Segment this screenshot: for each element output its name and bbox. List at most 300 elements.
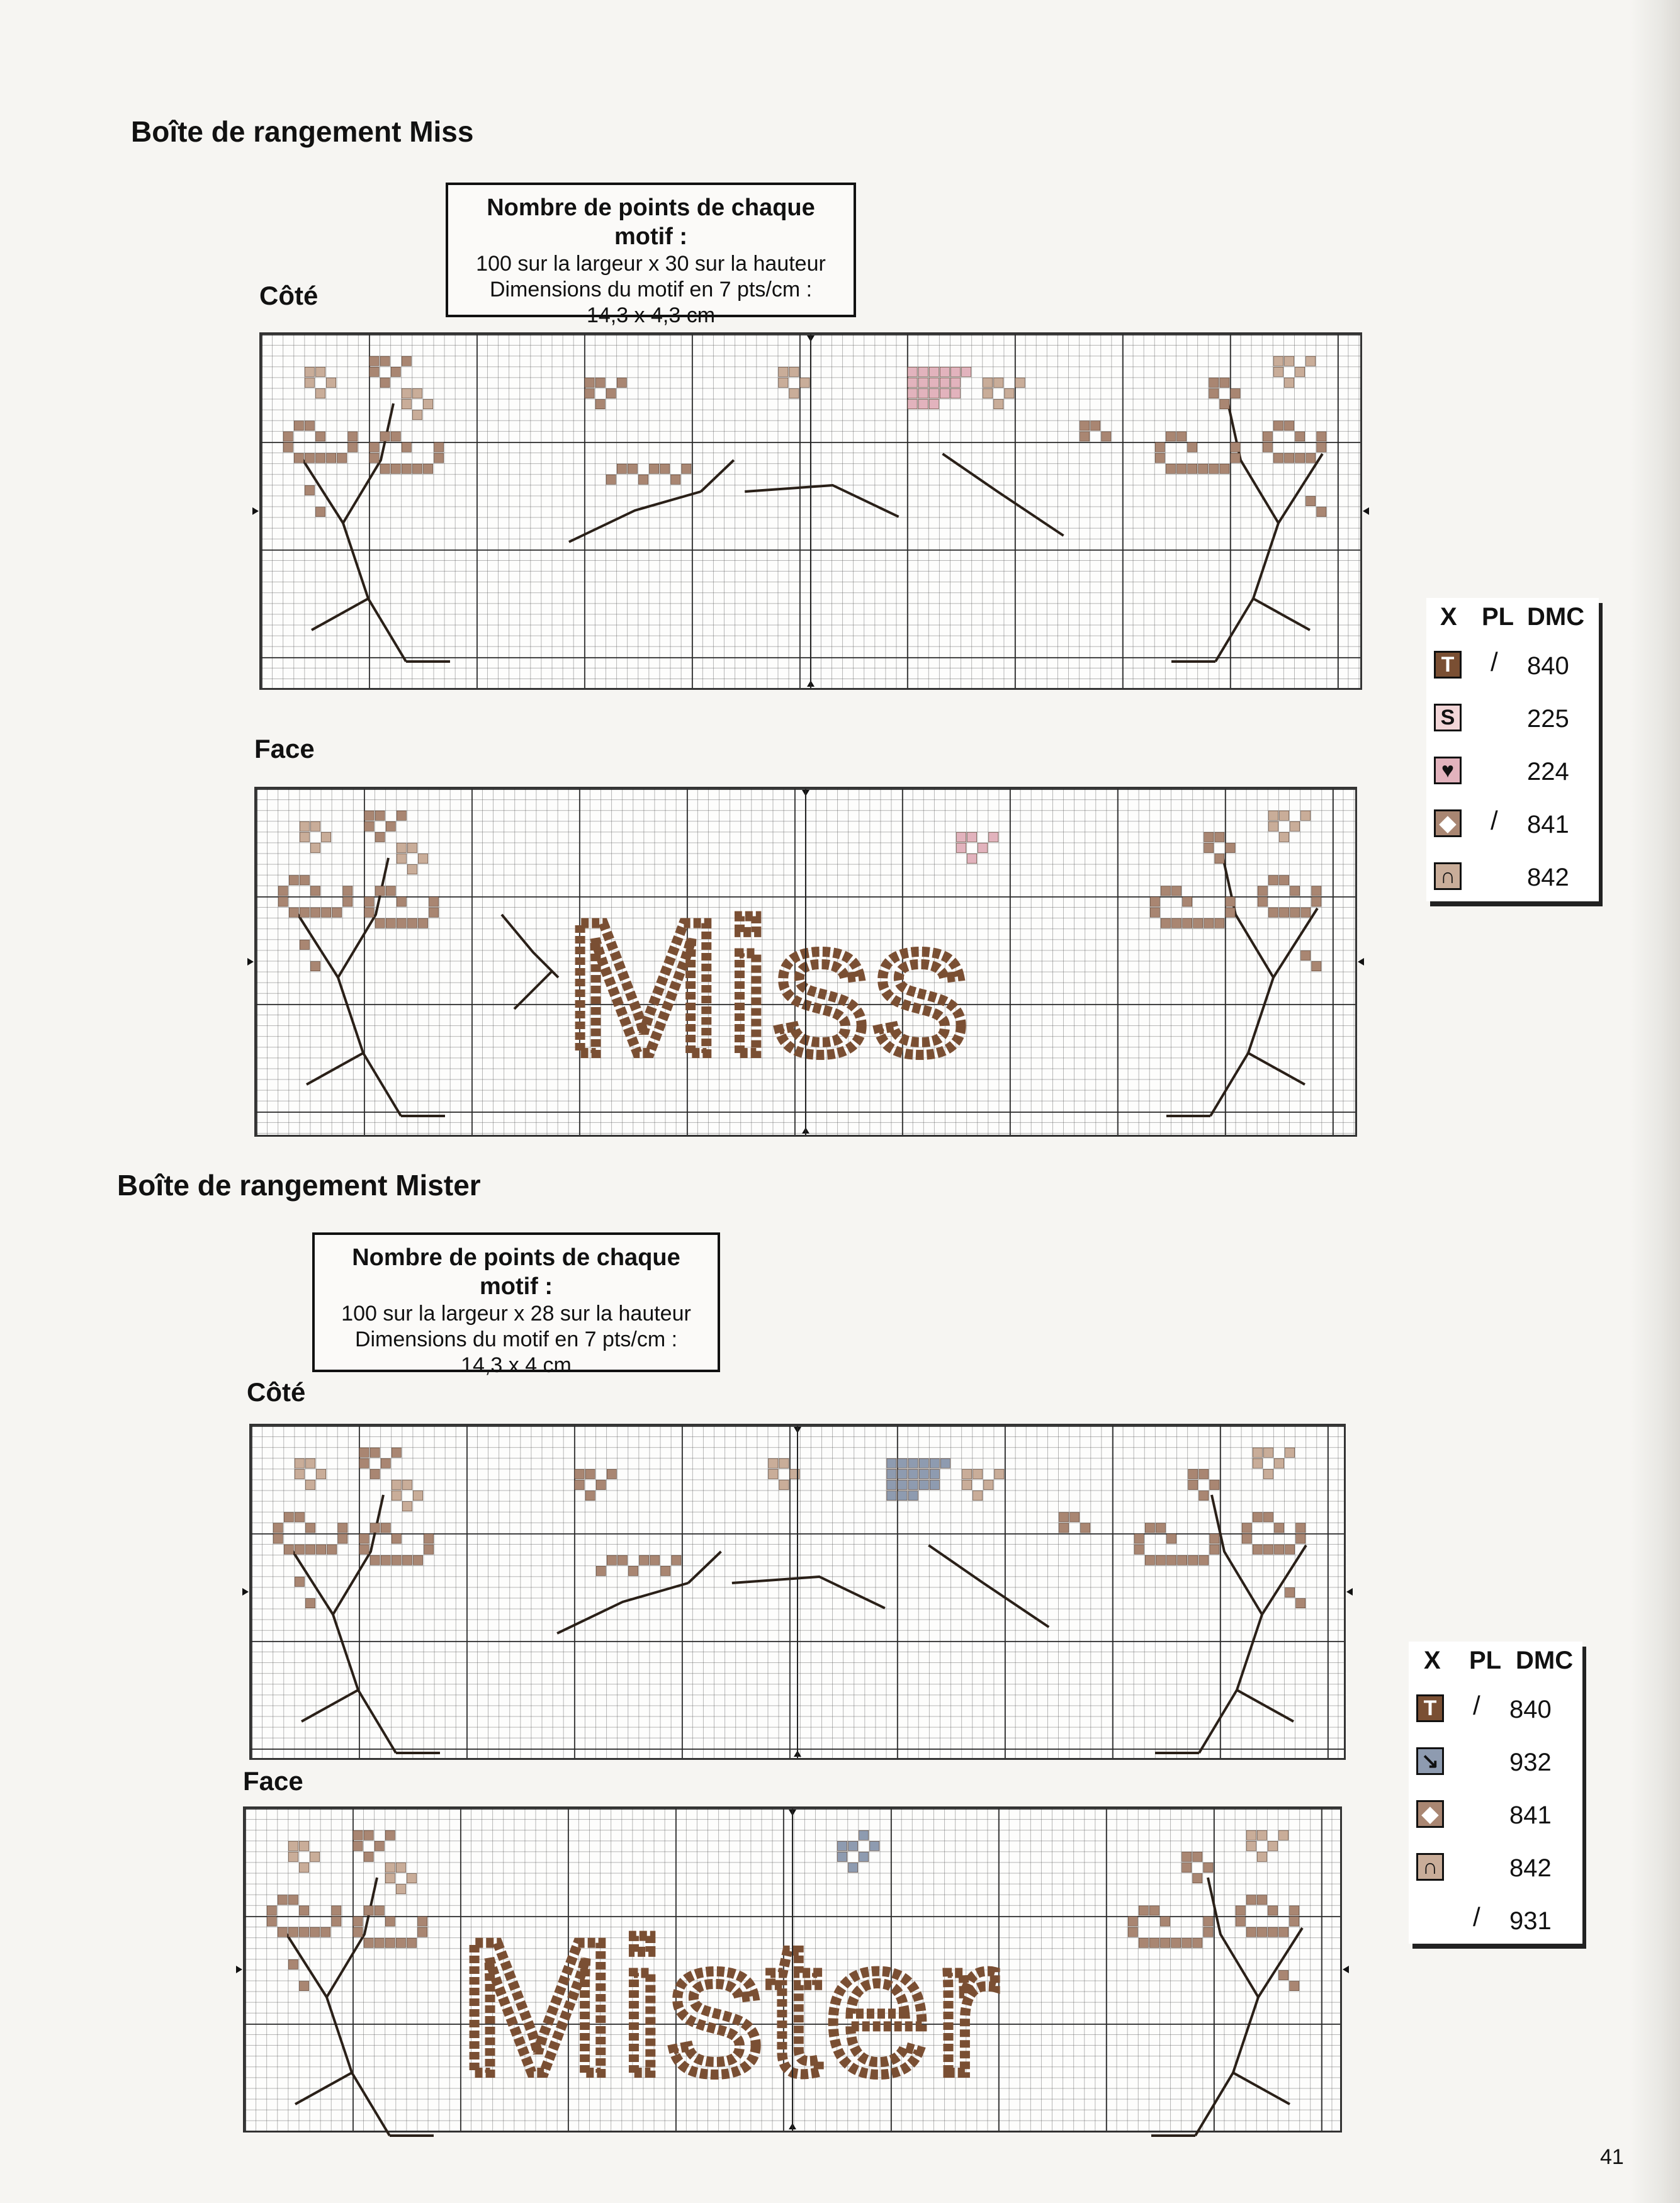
- swirl-stitch: [364, 897, 374, 906]
- stitch-cluster: [397, 843, 406, 853]
- chart-miss-side: [259, 332, 1362, 690]
- stitch: [1296, 1599, 1305, 1608]
- legend-mister: [1409, 1642, 1582, 1944]
- swirl-stitch: [1295, 453, 1305, 463]
- stitch-cluster: [994, 400, 1003, 409]
- swirl-stitch: [1161, 1917, 1170, 1926]
- swirl-stitch: [1285, 421, 1294, 431]
- stitch-cluster: [789, 389, 799, 398]
- stitch-cluster: [385, 1874, 395, 1883]
- bird-stitch: [929, 378, 939, 387]
- swirl-stitch: [1166, 464, 1175, 473]
- swirl-stitch: [1167, 1534, 1176, 1543]
- stitch-cluster: [300, 1841, 309, 1851]
- swirl-stitch: [310, 1927, 320, 1937]
- stitch-cluster: [1285, 1448, 1295, 1457]
- swirl-stitch: [414, 1555, 423, 1565]
- stitch-cluster: [364, 1830, 373, 1840]
- stitch-cluster: [407, 843, 417, 853]
- swirl-stitch: [338, 1523, 347, 1533]
- stitch-cluster: [1015, 378, 1025, 387]
- bird-stitch: [908, 378, 917, 387]
- center-marker-left: [242, 1588, 249, 1596]
- stitch-cluster: [1273, 356, 1283, 366]
- swirl-stitch: [359, 1545, 369, 1554]
- stitch: [1285, 1588, 1295, 1597]
- swirl-stitch: [1155, 453, 1164, 463]
- swirl-stitch: [305, 421, 314, 431]
- backstitch-branch: [557, 1583, 688, 1633]
- swirl-stitch: [273, 1523, 283, 1533]
- page-number: 41: [1600, 2145, 1624, 2169]
- swirl-stitch: [424, 464, 433, 473]
- legend-dmc-number: 841: [1509, 1801, 1552, 1829]
- stitch: [1290, 1981, 1299, 1991]
- bird-stitch: [908, 389, 917, 398]
- swirl-stitch: [1257, 1895, 1266, 1905]
- scatter-stitch: [617, 464, 626, 473]
- scatter-stitch: [629, 1566, 638, 1575]
- legend-dmc-number: 840: [1527, 652, 1569, 680]
- stitch-cluster: [407, 865, 417, 874]
- stitch: [306, 1599, 315, 1608]
- bird-stitch: [919, 1458, 928, 1468]
- swirl-stitch: [1295, 432, 1305, 441]
- swirl-stitch: [1139, 1906, 1148, 1915]
- swirl-stitch: [434, 442, 444, 452]
- legend-row: [1409, 1684, 1582, 1735]
- stitch: [1312, 962, 1321, 971]
- stitch-cluster: [414, 1491, 423, 1501]
- legend-row: [1426, 694, 1599, 744]
- stitch-cluster: [402, 400, 411, 409]
- stitch-cluster: [391, 367, 400, 376]
- bird-stitch: [929, 367, 939, 376]
- swirl-stitch: [386, 886, 395, 896]
- swirl-stitch: [402, 442, 411, 452]
- label-mister-side: Côté: [247, 1377, 306, 1407]
- scatter-stitch: [660, 464, 670, 473]
- stitch-info-box-mister: [312, 1232, 720, 1377]
- info-line-dimensions-value: 14,3 x 4,3 cm: [586, 303, 716, 327]
- swirl-stitch: [332, 908, 342, 917]
- bird-stitch: [918, 367, 928, 376]
- backstitch-branch: [338, 858, 388, 978]
- stitch-cluster: [1182, 1863, 1192, 1873]
- swirl-stitch: [369, 453, 379, 463]
- legend-dmc-number: 842: [1527, 864, 1569, 891]
- swirl-stitch: [1188, 1555, 1198, 1565]
- stitch-cluster: [380, 356, 390, 366]
- stitch-cluster: [385, 1830, 395, 1840]
- swirl-stitch: [1193, 1938, 1202, 1947]
- swirl-stitch: [385, 1917, 395, 1926]
- swirl-stitch: [283, 432, 293, 441]
- swirl-stitch: [419, 918, 428, 928]
- legend-symbol-swatch: ◆: [1434, 809, 1462, 837]
- bird-stitch: [898, 1480, 907, 1490]
- legend-header-pl: PL: [1482, 603, 1514, 631]
- stitch-cluster: [1188, 1480, 1198, 1490]
- info-line-dimensions-value: 14,3 x 4 cm: [461, 1353, 572, 1377]
- swirl-stitch: [289, 876, 298, 885]
- swirl-stitch: [1215, 918, 1224, 928]
- stitch: [300, 940, 309, 949]
- page-binding-shadow: [1630, 0, 1680, 2203]
- swirl-stitch: [1258, 886, 1267, 896]
- swirl-stitch: [317, 1545, 326, 1554]
- swirl-stitch: [353, 1927, 363, 1937]
- legend-header-dmc: DMC: [1527, 603, 1585, 631]
- stitch-cluster: [1295, 367, 1305, 376]
- stitch-cluster: [316, 389, 325, 398]
- swirl-stitch: [396, 1938, 405, 1947]
- section-title-miss: Boîte de rangement Miss: [131, 115, 474, 148]
- stitch-cluster: [1215, 854, 1224, 864]
- swirl-stitch: [1290, 1917, 1299, 1926]
- backstitch-branch: [1210, 908, 1317, 1116]
- stitch-cluster: [1275, 1458, 1284, 1468]
- label-miss-face: Face: [254, 734, 315, 763]
- bird-stitch: [908, 367, 917, 376]
- stitch-cluster: [419, 854, 428, 864]
- stitch-cluster: [380, 378, 390, 387]
- legend-backstitch-mark: /: [1473, 1902, 1480, 1932]
- swirl-stitch: [1145, 1523, 1154, 1533]
- stitch-cluster: [369, 367, 379, 376]
- stitch-cluster: [779, 1480, 789, 1490]
- chart-mister-side-motif: [251, 1426, 1344, 1758]
- swirl-stitch: [1188, 442, 1197, 452]
- bird-stitch: [918, 389, 928, 398]
- swirl-stitch: [1209, 464, 1219, 473]
- stitch-cluster: [1263, 1469, 1273, 1479]
- swirl-stitch: [288, 1927, 298, 1937]
- scatter-stitch: [596, 1566, 606, 1575]
- stitch-cluster: [402, 356, 411, 366]
- legend-dmc-number: 224: [1527, 758, 1569, 786]
- stitch-cluster: [1059, 1513, 1069, 1522]
- stitch: [316, 507, 325, 517]
- swirl-stitch: [278, 1927, 287, 1937]
- stitch-cluster: [989, 832, 998, 842]
- stitch-cluster: [1268, 811, 1278, 820]
- center-marker-left: [236, 1966, 242, 1973]
- swirl-stitch: [370, 1555, 380, 1565]
- stitch-cluster: [1204, 843, 1214, 853]
- stitch-cluster: [789, 367, 799, 376]
- stitch: [1317, 507, 1326, 517]
- bird-stitch: [908, 400, 917, 409]
- chart-miss-face: [254, 787, 1357, 1137]
- center-marker-right: [1358, 958, 1364, 966]
- legend-dmc-number: 842: [1509, 1854, 1552, 1882]
- stitch-cluster: [1220, 400, 1229, 409]
- stitch-cluster: [1199, 1469, 1209, 1479]
- bird-stitch: [887, 1480, 896, 1490]
- swirl-stitch: [359, 1534, 369, 1543]
- swirl-stitch: [284, 1513, 293, 1522]
- swirl-stitch: [1161, 886, 1170, 896]
- swirl-stitch: [424, 1545, 434, 1554]
- swirl-stitch: [1231, 442, 1240, 452]
- stitch-cluster: [1199, 1491, 1209, 1501]
- stitch-cluster: [392, 1448, 401, 1457]
- swirl-stitch: [1220, 464, 1229, 473]
- chart-mister-side: [249, 1424, 1346, 1760]
- bird-stitch: [898, 1491, 907, 1501]
- swirl-stitch: [294, 453, 303, 463]
- swirl-stitch: [1268, 1906, 1278, 1915]
- swirl-stitch: [424, 1534, 434, 1543]
- stitch: [288, 1959, 298, 1969]
- word-motif: Mister: [459, 1902, 1003, 2113]
- swirl-stitch: [375, 1906, 384, 1915]
- info-line-stitches: 100 sur la largeur x 30 sur la hauteur: [476, 252, 826, 276]
- swirl-stitch: [267, 1906, 276, 1915]
- stitch-cluster: [769, 1469, 778, 1479]
- backstitch-branch: [502, 915, 558, 978]
- bird-stitch: [962, 367, 971, 376]
- bird-stitch: [950, 367, 960, 376]
- info-heading: Nombre de points de chaque motif :: [352, 1244, 680, 1300]
- stitch-cluster: [595, 378, 605, 387]
- swirl-stitch: [1150, 908, 1159, 917]
- bird-stitch: [918, 400, 928, 409]
- swirl-stitch: [295, 1545, 304, 1554]
- swirl-stitch: [1312, 886, 1321, 896]
- swirl-stitch: [386, 918, 395, 928]
- stitch-cluster: [967, 832, 977, 842]
- swirl-stitch: [1134, 1534, 1144, 1543]
- legend-row: [1426, 641, 1599, 691]
- stitch-cluster: [995, 1469, 1004, 1479]
- bird-stitch: [950, 389, 960, 398]
- swirl-stitch: [1236, 1917, 1245, 1926]
- legend-symbol-swatch: T: [1434, 651, 1462, 679]
- stitch-cluster: [984, 1480, 993, 1490]
- swirl-stitch: [1236, 1906, 1245, 1915]
- stitch-cluster: [1182, 1852, 1192, 1861]
- swirl-stitch: [407, 1938, 417, 1947]
- stitch-cluster: [375, 1841, 384, 1851]
- stitch-cluster: [1091, 421, 1100, 431]
- swirl-stitch: [278, 1895, 287, 1905]
- swirl-stitch: [1301, 908, 1311, 917]
- scatter-stitch: [650, 1555, 660, 1565]
- stitch-cluster: [1290, 821, 1300, 831]
- scatter-stitch: [617, 1555, 627, 1565]
- swirl-stitch: [1177, 432, 1187, 441]
- stitch-cluster: [327, 378, 336, 387]
- legend-row: [1409, 1896, 1582, 1946]
- swirl-stitch: [402, 1555, 412, 1565]
- swirl-stitch: [1246, 1895, 1256, 1905]
- swirl-stitch: [1139, 1938, 1148, 1947]
- stitch-cluster: [402, 1502, 412, 1511]
- swirl-stitch: [353, 1917, 363, 1926]
- swirl-stitch: [1183, 918, 1192, 928]
- swirl-stitch: [1182, 1938, 1192, 1947]
- bird-stitch: [940, 378, 949, 387]
- swirl-stitch: [364, 1906, 373, 1915]
- legend-header-x: X: [1424, 1647, 1441, 1674]
- stitch-cluster: [595, 400, 605, 409]
- legend-symbol-swatch: ↘: [1416, 1747, 1444, 1775]
- stitch-cluster: [402, 1480, 412, 1490]
- swirl-stitch: [397, 918, 406, 928]
- stitch-cluster: [1204, 1863, 1213, 1873]
- label-mister-face: Face: [243, 1766, 303, 1796]
- stitch-cluster: [575, 1480, 584, 1490]
- swirl-stitch: [375, 886, 385, 896]
- stitch-cluster: [1246, 1841, 1256, 1851]
- stitch-cluster: [1193, 1852, 1202, 1861]
- backstitch-branch: [701, 460, 733, 492]
- info-line-dimensions-label: Dimensions du motif en 7 pts/cm :: [489, 277, 813, 301]
- stitch-cluster: [606, 389, 616, 398]
- stitch-cluster: [779, 367, 788, 376]
- swirl-stitch: [1199, 1555, 1209, 1565]
- bird-stitch: [930, 1469, 939, 1479]
- stitch-cluster: [369, 356, 379, 366]
- stitch: [305, 485, 314, 495]
- stitch-cluster: [359, 1448, 369, 1457]
- stitch-cluster: [381, 1458, 390, 1468]
- stitch-cluster: [1102, 432, 1111, 441]
- swirl-stitch: [1285, 453, 1294, 463]
- stitch-cluster: [306, 1458, 315, 1468]
- swirl-stitch: [392, 1534, 401, 1543]
- swirl-stitch: [343, 886, 352, 896]
- backstitch-branch: [302, 1690, 358, 1721]
- bird-stitch: [908, 1480, 918, 1490]
- stitch-cluster: [300, 1863, 309, 1873]
- scatter-stitch: [639, 475, 648, 484]
- stitch-cluster: [1209, 378, 1219, 387]
- swirl-stitch: [1253, 1545, 1262, 1554]
- swirl-stitch: [1290, 908, 1300, 917]
- bird-stitch: [940, 367, 949, 376]
- stitch-cluster: [385, 1863, 395, 1873]
- swirl-stitch: [1156, 1555, 1165, 1565]
- legend-row: [1409, 1843, 1582, 1893]
- swirl-stitch: [1290, 1906, 1299, 1915]
- backstitch-branch: [928, 1545, 1049, 1627]
- swirl-stitch: [1161, 918, 1170, 928]
- swirl-stitch: [306, 1545, 315, 1554]
- stitch-cluster: [1231, 389, 1240, 398]
- swirl-stitch: [397, 897, 406, 906]
- stitch-cluster: [392, 1480, 401, 1490]
- legend-symbol-swatch: ∩: [1434, 862, 1462, 890]
- bird-stitch: [908, 1458, 918, 1468]
- swirl-stitch: [375, 1938, 384, 1947]
- swirl-stitch: [1171, 1938, 1181, 1947]
- bird-stitch: [929, 400, 939, 409]
- swirl-stitch: [369, 442, 379, 452]
- stitch-cluster: [800, 378, 809, 387]
- swirl-stitch: [316, 453, 325, 463]
- swirl-stitch: [300, 908, 309, 917]
- stitch-cluster: [983, 389, 993, 398]
- swirl-stitch: [1156, 1523, 1165, 1533]
- backstitch-branch: [745, 485, 898, 517]
- swirl-stitch: [1253, 1513, 1262, 1522]
- swirl-stitch: [412, 464, 422, 473]
- bird-stitch: [950, 378, 960, 387]
- swirl-stitch: [1296, 1534, 1305, 1543]
- stitch-cluster: [396, 1863, 405, 1873]
- swirl-stitch: [418, 1927, 427, 1937]
- swirl-stitch: [278, 897, 288, 906]
- swirl-stitch: [434, 453, 444, 463]
- backstitch-branch: [333, 1495, 383, 1614]
- stitch-cluster: [370, 1469, 380, 1479]
- legend-dmc-number: 841: [1527, 811, 1569, 838]
- swirl-stitch: [273, 1534, 283, 1543]
- swirl-stitch: [321, 1927, 330, 1937]
- swirl-stitch: [1188, 464, 1197, 473]
- scatter-stitch: [661, 1566, 670, 1575]
- swirl-stitch: [1226, 897, 1235, 906]
- stitch-cluster: [392, 1491, 401, 1501]
- bird-stitch: [898, 1469, 907, 1479]
- legend-row: [1426, 799, 1599, 850]
- swirl-stitch: [1263, 1545, 1273, 1554]
- swirl-stitch: [300, 1927, 309, 1937]
- stitch-cluster: [769, 1458, 778, 1468]
- bird-stitch: [930, 1458, 939, 1468]
- stitch-cluster: [1188, 1469, 1198, 1479]
- stitch-cluster: [779, 378, 788, 387]
- stitch: [300, 1981, 309, 1991]
- backstitch-branch: [688, 1552, 721, 1583]
- swirl-stitch: [391, 432, 400, 441]
- swirl-stitch: [327, 1545, 337, 1554]
- stitch-cluster: [1226, 843, 1235, 853]
- stitch: [295, 1577, 304, 1586]
- chart-miss-side-motif: [261, 334, 1360, 688]
- stitch-cluster: [402, 389, 411, 398]
- swirl-stitch: [1226, 908, 1235, 917]
- stitch-cluster: [962, 1480, 972, 1490]
- legend-symbol-swatch: ♥: [1434, 757, 1462, 784]
- stitch-cluster: [617, 378, 626, 387]
- swirl-stitch: [418, 1917, 427, 1926]
- stitch-cluster: [978, 843, 988, 853]
- stitch-cluster: [386, 821, 395, 831]
- stitch-cluster: [364, 821, 374, 831]
- swirl-stitch: [381, 1555, 390, 1565]
- stitch-cluster: [870, 1841, 879, 1851]
- swirl-stitch: [1275, 1545, 1284, 1554]
- stitch-cluster: [375, 832, 385, 842]
- chart-mister-face-motif: [245, 1808, 1340, 2131]
- chart-miss-face-motif: [256, 789, 1355, 1135]
- stitch-cluster: [575, 1469, 584, 1479]
- backstitch-branch: [1248, 1053, 1305, 1085]
- legend-symbol-swatch: ∩: [1416, 1853, 1444, 1881]
- swirl-stitch: [1268, 1927, 1278, 1937]
- stitch-cluster: [1005, 389, 1014, 398]
- stitch-info-box-miss: [446, 183, 856, 327]
- backstitch-branch: [343, 403, 393, 523]
- swirl-stitch: [343, 897, 352, 906]
- swirl-stitch: [392, 1555, 401, 1565]
- swirl-stitch: [294, 421, 303, 431]
- swirl-stitch: [1150, 897, 1159, 906]
